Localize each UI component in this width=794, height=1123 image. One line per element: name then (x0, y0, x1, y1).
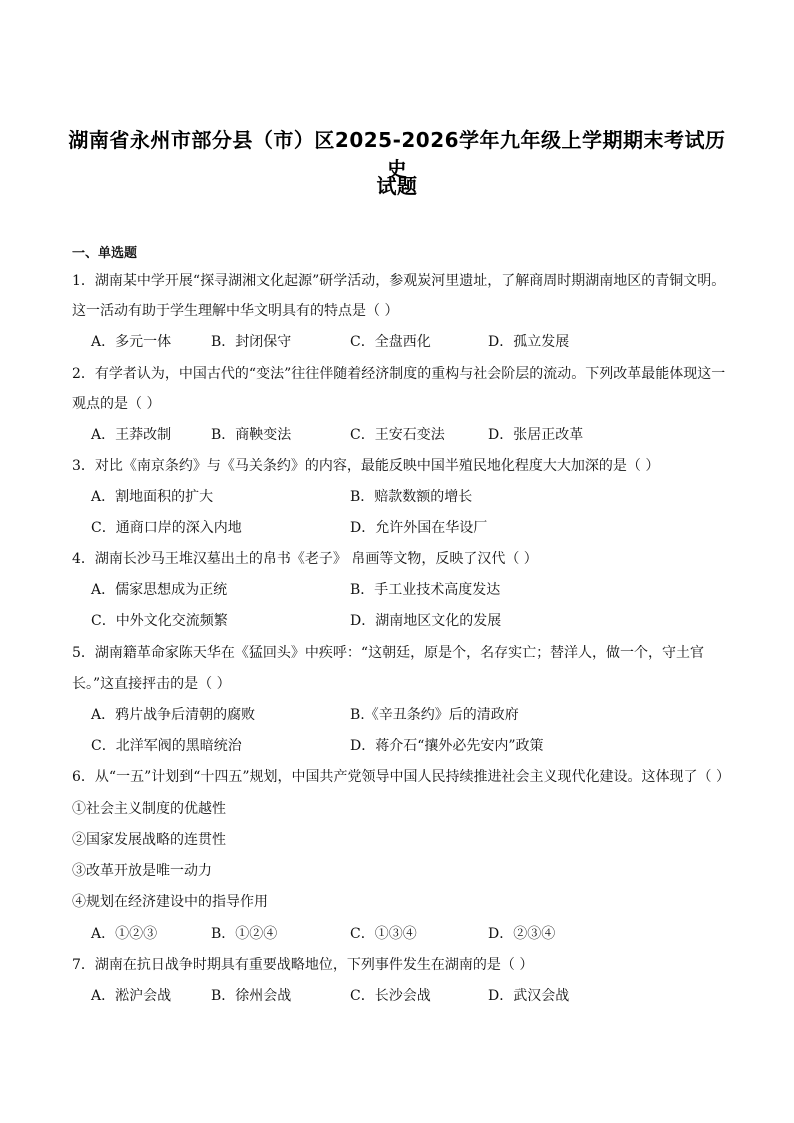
question-5-option-d: D．蒋介石“攘外必先安内”政策 (350, 738, 544, 754)
question-6-option-c: C．①③④ (350, 926, 417, 942)
question-1-option-a: A．多元一体 (91, 334, 172, 350)
question-7-option-a: A．淞沪会战 (91, 988, 172, 1004)
question-6-option-b: B．①②④ (211, 926, 278, 942)
question-6-option-a: A．①②③ (91, 926, 158, 942)
question-6-item-1: ①社会主义制度的优越性 (72, 801, 226, 817)
question-1-option-c: C．全盘西化 (350, 334, 431, 350)
question-1-option-d: D．孤立发展 (488, 334, 570, 350)
question-5-stem-line1: 5．湖南籍革命家陈天华在《猛回头》中疾呼：“这朝廷，原是个，名存实亡；替洋人，做一个，守土官 (72, 645, 705, 661)
question-6-stem-line1: 6．从“一五”计划到“十四五”规划，中国共产党领导中国人民持续推进社会主义现代化建设。这体现了（ ） (72, 769, 730, 785)
question-3-option-a: A．割地面积的扩大 (91, 489, 214, 505)
question-5-option-a: A．鸦片战争后清朝的腐败 (91, 707, 256, 723)
question-7-option-b: B．徐州会战 (211, 988, 292, 1004)
question-2-option-b: B．商鞅变法 (211, 427, 292, 443)
question-2-option-d: D．张居正改革 (488, 427, 584, 443)
question-6-item-4: ④规划在经济建设中的指导作用 (72, 894, 268, 910)
question-1-stem-line1: 1．湖南某中学开展“探寻湖湘文化起源”研学活动，参观炭河里遗址，了解商周时期湖南地区的青铜文明。 (72, 273, 726, 289)
question-2-stem-line1: 2．有学者认为，中国古代的“变法”往往伴随着经济制度的重构与社会阶层的流动。下列改革最能体现这一 (72, 366, 726, 382)
question-5-stem-line2: 长。”这直接抨击的是（ ） (72, 676, 231, 692)
question-2-stem-line2: 观点的是（ ） (72, 396, 161, 412)
section-heading: 一、单选题 (72, 246, 138, 261)
question-2-option-a: A．王莽改制 (91, 427, 172, 443)
question-1-option-b: B．封闭保守 (211, 334, 292, 350)
document-title-line2: 试题 (376, 174, 418, 198)
document-title-line1: 湖南省永州市部分县（市）区2025-2026学年九年级上学期期末考试历史 (68, 128, 726, 181)
question-4-option-c: C．中外文化交流频繁 (91, 613, 228, 629)
question-3-option-c: C．通商口岸的深入内地 (91, 520, 242, 536)
question-6-option-d: D．②③④ (488, 926, 556, 942)
question-1-stem-line2: 这一活动有助于学生理解中华文明具有的特点是（ ） (72, 303, 399, 319)
question-6-item-3: ③改革开放是唯一动力 (72, 863, 212, 879)
question-7-option-d: D．武汉会战 (488, 988, 570, 1004)
question-4-option-a: A．儒家思想成为正统 (91, 582, 228, 598)
question-3-option-b: B．赔款数额的增长 (350, 489, 473, 505)
question-7-stem-line1: 7．湖南在抗日战争时期具有重要战略地位，下列事件发生在湖南的是（ ） (72, 957, 534, 973)
question-3-stem-line1: 3．对比《南京条约》与《马关条约》的内容，最能反映中国半殖民地化程度大大加深的是（ ） (72, 458, 660, 474)
question-4-stem-line1: 4．湖南长沙马王堆汉墓出土的帛书《老子》 帛画等文物，反映了汉代（ ） (72, 551, 538, 567)
question-2-option-c: C．王安石变法 (350, 427, 445, 443)
question-7-option-c: C．长沙会战 (350, 988, 431, 1004)
question-4-option-d: D．湖南地区文化的发展 (350, 613, 502, 629)
question-4-option-b: B．手工业技术高度发达 (350, 582, 501, 598)
question-5-option-b: B.《辛丑条约》后的清政府 (350, 707, 519, 723)
question-3-option-d: D．允许外国在华设厂 (350, 520, 488, 536)
question-6-item-2: ②国家发展战略的连贯性 (72, 832, 226, 848)
question-5-option-c: C．北洋军阀的黑暗统治 (91, 738, 242, 754)
